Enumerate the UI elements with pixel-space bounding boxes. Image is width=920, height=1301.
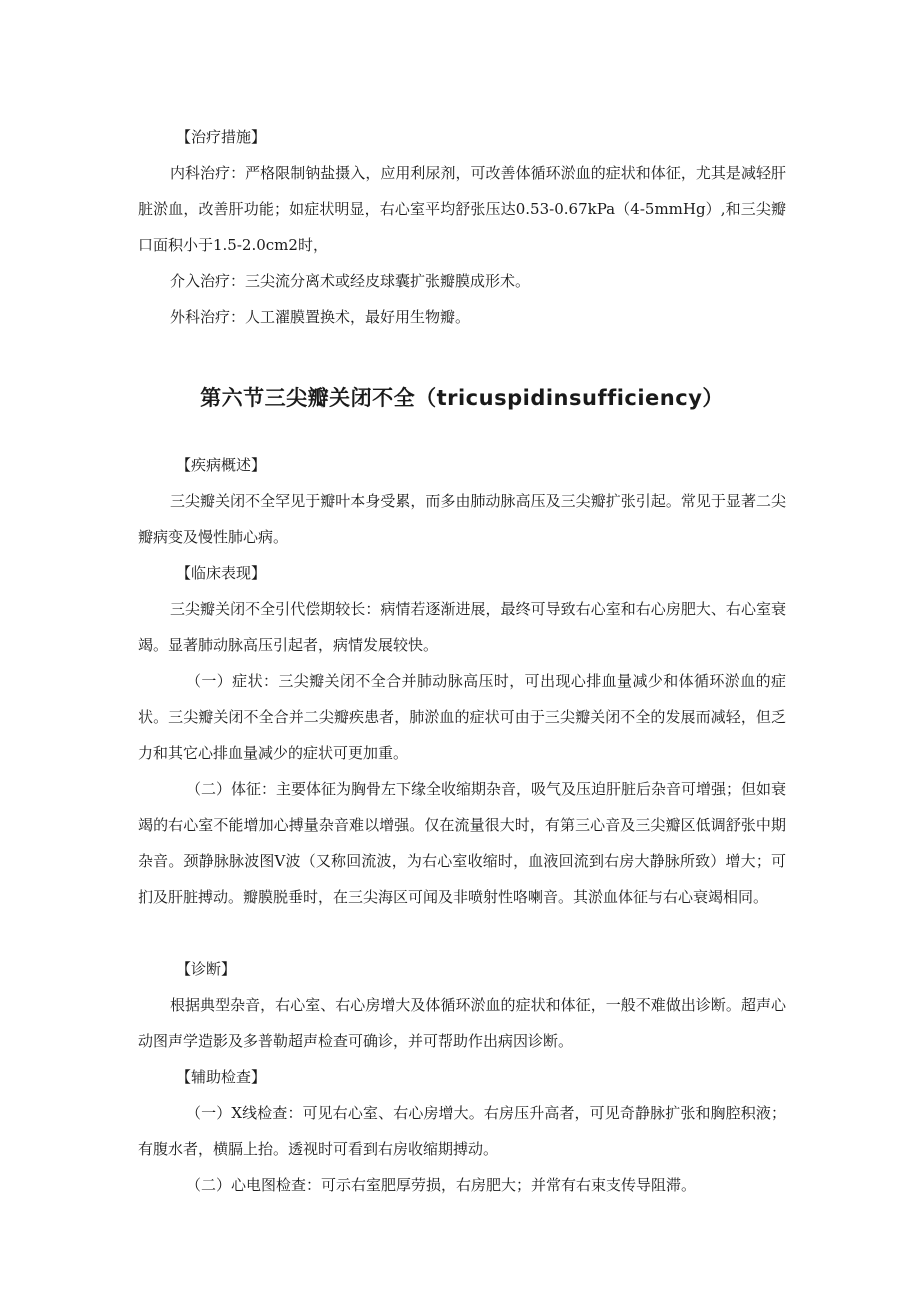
- treatment-surgical-paragraph: 外科治疗：人工濯膜置换术，最好用生物瓣。: [170, 308, 471, 326]
- treatment-interventional-paragraph: 介入治疗：三尖流分离术或经皮球囊扩张瓣膜成形术。: [170, 272, 531, 290]
- diagnosis-heading: 【诊断】: [176, 960, 237, 978]
- auxiliary-xray-paragraph: （一）X线检查：可见右心室、右心房增大。右房压升高者，可见奇静脉扩张和胸腔积液；有腹水者，横膈上抬。透视时可看到右房收缩期搏动。: [138, 1104, 786, 1158]
- auxiliary-ecg-paragraph: （二）心电图检查：可示右室肥厚劳损，右房肥大；并常有右束支传导阻滞。: [186, 1176, 697, 1194]
- clinical-symptoms-paragraph: （一）症状：三尖瓣关闭不全合并肺动脉高压时，可出现心排血量减少和体循环淤血的症状。三尖瓣关闭不全合并二尖瓣疾患者，肺淤血的症状可由于三尖瓣关闭不全的发展而减轻，但乏力和其它心排血量减少的症状可更加重。: [138, 672, 786, 762]
- auxiliary-heading: 【辅助检查】: [176, 1068, 267, 1086]
- section-title: 第六节三尖瓣关闭不全（tricuspidinsufficiency）: [200, 386, 724, 410]
- clinical-heading: 【临床表现】: [176, 564, 267, 582]
- clinical-intro-paragraph: 三尖瓣关闭不全引代偿期较长：病情若逐渐进展，最终可导致右心室和右心房肥大、右心室衰竭。显著肺动脉高压引起者，病情发展较快。: [138, 600, 786, 654]
- treatment-heading: 【治疗措施】: [176, 128, 267, 146]
- clinical-signs-paragraph: （二）体征：主要体征为胸骨左下缘全收缩期杂音，吸气及压迫肝脏后杂音可增强；但如衰竭的右心室不能增加心搏量杂音难以增强。仅在流量很大时，有第三心音及三尖瓣区低调舒张中期杂音。颈静脉脉波图Ⅴ波（又称回流波，为右心室收缩时，血液回流到右房大静脉所致）增大；可扪及肝脏搏动。瓣膜脱垂时，在三尖海区可闻及非喷射性咯喇音。其淤血体征与右心衰竭相同。: [138, 780, 787, 906]
- overview-heading: 【疾病概述】: [176, 456, 267, 474]
- treatment-medical-paragraph: 内科治疗：严格限制钠盐摄入，应用利尿剂，可改善体循环淤血的症状和体征，尤其是减轻肝脏淤血，改善肝功能；如症状明显，右心室平均舒张压达0.53-0.67kPa（4-5mmHg）,和三尖瓣口面积小于1.5-2.0cm2时，: [138, 164, 786, 254]
- overview-paragraph: 三尖瓣关闭不全罕见于瓣叶本身受累，而多由肺动脉高压及三尖瓣扩张引起。常见于显著二尖瓣病变及慢性肺心病。: [138, 492, 786, 546]
- diagnosis-paragraph: 根据典型杂音，右心室、右心房增大及体循环淤血的症状和体征，一般不难做出诊断。超声心动图声学造影及多普勒超声检查可确诊，并可帮助作出病因诊断。: [138, 996, 786, 1050]
